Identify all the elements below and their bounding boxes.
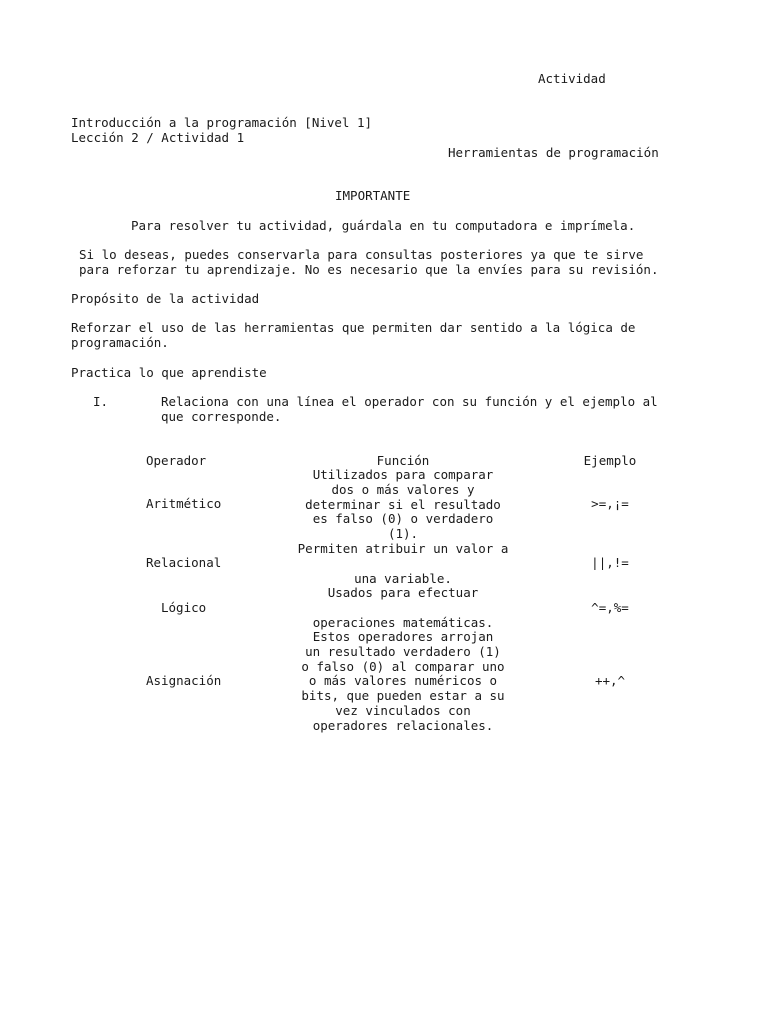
funcion-block-3 bbox=[288, 586, 518, 630]
operador-logico: Lógico bbox=[161, 600, 207, 615]
funcion-line: bits, que pueden estar a su bbox=[301, 688, 505, 704]
ejemplo-2: ||,!= bbox=[591, 555, 629, 570]
funcion-line: es falso (0) o verdadero bbox=[312, 511, 494, 527]
funcion-line: Estos operadores arrojan bbox=[312, 629, 494, 644]
funcion-line: o más valores numéricos o bbox=[308, 673, 498, 689]
funcion-line: operadores relacionales. bbox=[312, 717, 494, 733]
ejemplo-3: ^=,%= bbox=[591, 600, 629, 615]
notice-line-1: Para resolver tu actividad, guárdala en tu computadora e imprímela. bbox=[131, 218, 636, 233]
topic-label: Herramientas de programación bbox=[448, 145, 659, 160]
lesson-label: Lección 2 / Actividad 1 bbox=[71, 130, 245, 145]
funcion-line: Usados para efectuar bbox=[327, 585, 479, 600]
funcion-block-4 bbox=[288, 630, 518, 734]
funcion-line: vez vinculados con bbox=[335, 702, 471, 718]
instruction-line-2: que corresponde. bbox=[161, 409, 282, 424]
purpose-line-2: programación. bbox=[71, 335, 169, 350]
course-title: Introducción a la programación [Nivel 1] bbox=[71, 115, 373, 130]
funcion-line: dos o más valores y bbox=[331, 481, 475, 497]
funcion-line: (1). bbox=[387, 526, 419, 542]
funcion-line: Utilizados para comparar bbox=[312, 467, 494, 482]
funcion-line: una variable. bbox=[354, 570, 452, 586]
ejemplo-1: >=,¡= bbox=[591, 496, 629, 511]
operador-asignacion: Asignación bbox=[146, 673, 222, 688]
operador-aritmetico: Aritmético bbox=[146, 496, 222, 511]
purpose-title: Propósito de la actividad bbox=[71, 291, 260, 306]
funcion-line: o falso (0) al comparar uno bbox=[301, 658, 505, 674]
notice-title: IMPORTANTE bbox=[335, 188, 411, 203]
funcion-block-2 bbox=[288, 542, 518, 586]
funcion-line: operaciones matemáticas. bbox=[312, 614, 494, 630]
ejemplo-4: ++,^ bbox=[594, 673, 626, 688]
header-ejemplo: Ejemplo bbox=[583, 453, 637, 468]
funcion-block-1 bbox=[288, 468, 518, 542]
header-funcion-label: Función bbox=[376, 453, 430, 468]
notice-line-2a: Si lo deseas, puedes conservarla para consultas posteriores ya que te sirve bbox=[79, 247, 644, 262]
funcion-line: un resultado verdadero (1) bbox=[305, 643, 501, 659]
practice-title: Practica lo que aprendiste bbox=[71, 365, 267, 380]
funcion-line bbox=[288, 557, 518, 572]
funcion-line bbox=[288, 601, 518, 616]
purpose-line-1: Reforzar el uso de las herramientas que permiten dar sentido a la lógica de bbox=[71, 320, 636, 335]
instruction-line-1: Relaciona con una línea el operador con su función y el ejemplo al bbox=[161, 394, 658, 409]
header-operador: Operador bbox=[146, 453, 207, 468]
doc-type-label: Actividad bbox=[538, 71, 606, 86]
funcion-line: Permiten atribuir un valor a bbox=[297, 541, 509, 556]
notice-line-2b: para reforzar tu aprendizaje. No es necesario que la envíes para su revisión. bbox=[79, 262, 659, 277]
operador-relacional: Relacional bbox=[146, 555, 222, 570]
item-number: I. bbox=[93, 394, 109, 409]
funcion-line: determinar si el resultado bbox=[305, 496, 501, 512]
